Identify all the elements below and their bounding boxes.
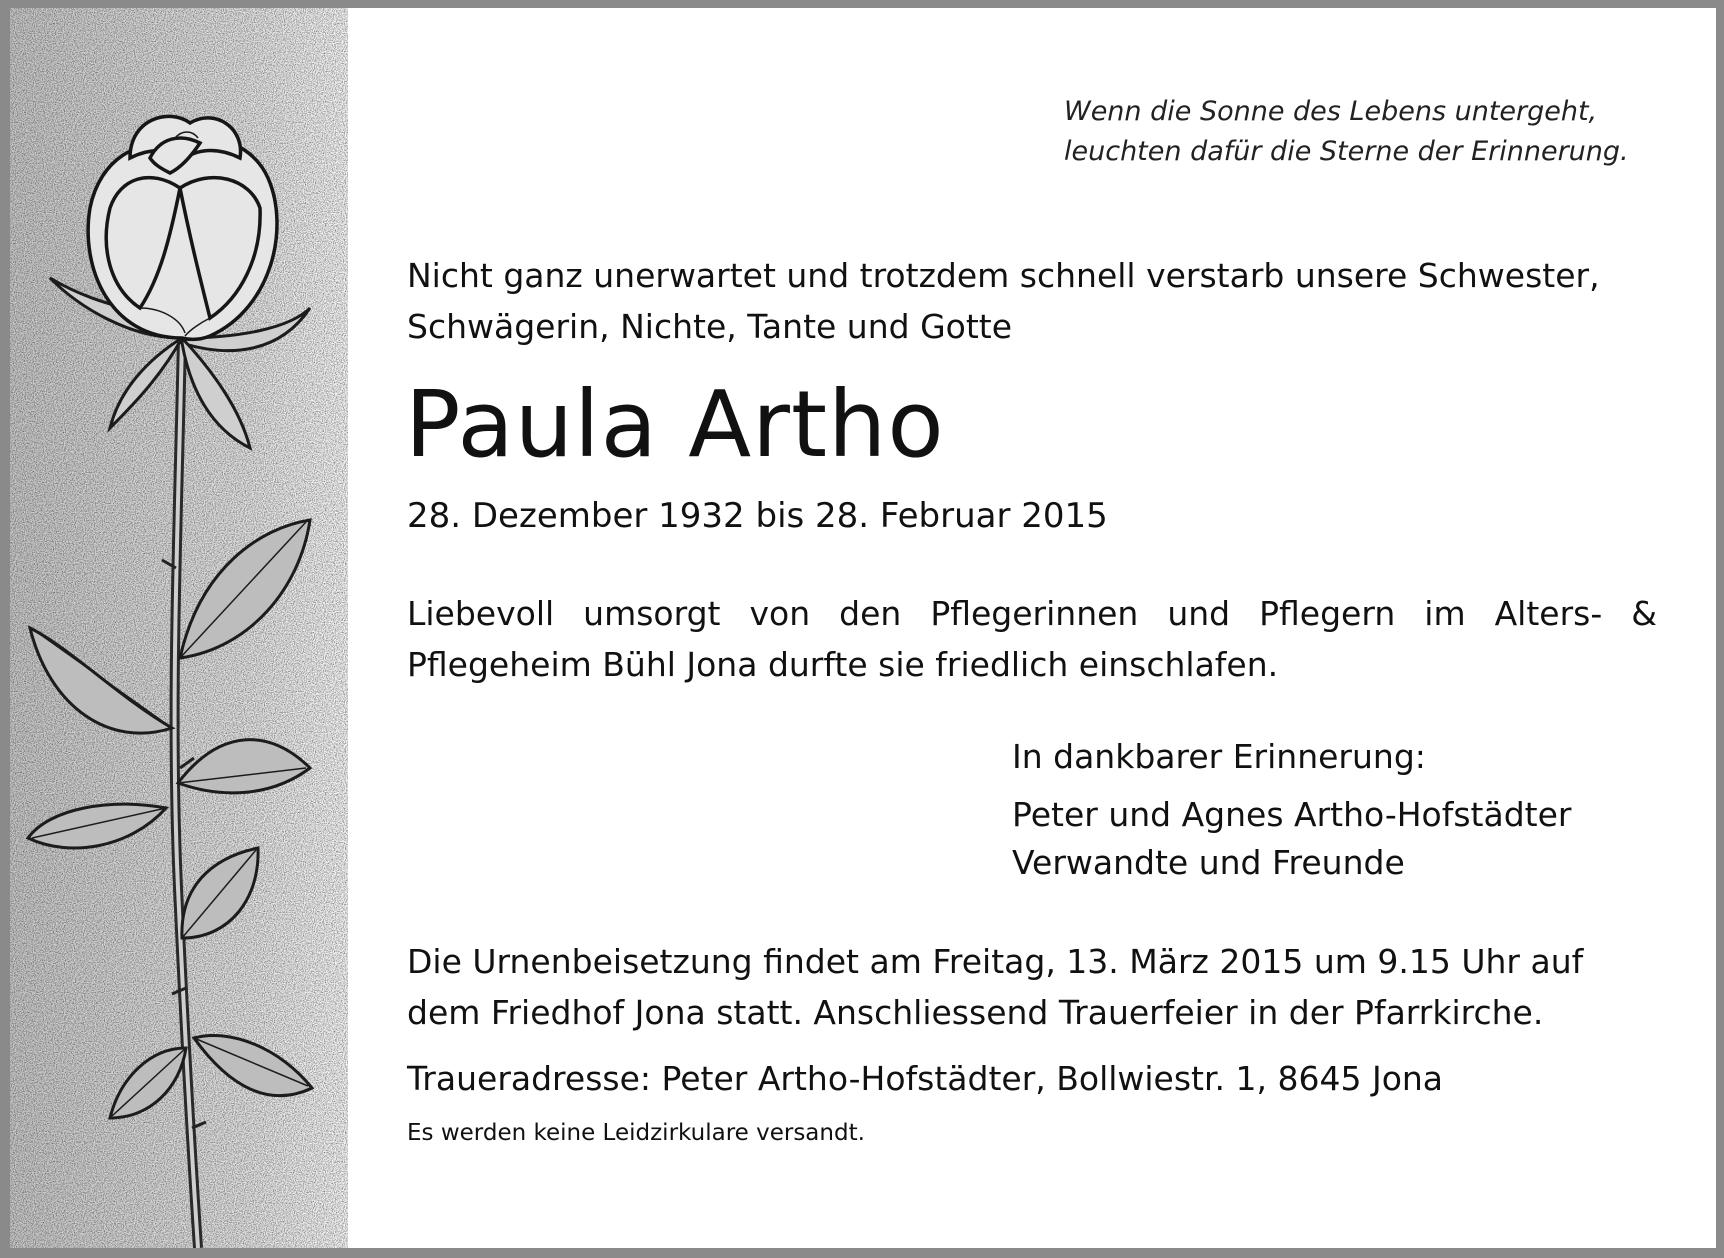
mourners-block [1012, 733, 1571, 887]
ceremony-line-2: dem Friedhof Jona statt. Anschliessend Trauerfeier in der Pfarrkirche. [407, 993, 1544, 1032]
intro-line-2: Schwägerin, Nichte, Tante und Gotte [407, 307, 1013, 346]
care-word: und [1167, 594, 1231, 633]
motto-line-1: Wenn die Sonne des Lebens untergeht, [1064, 96, 1598, 127]
care-word: Liebevoll [407, 594, 555, 633]
intro-paragraph [407, 250, 1657, 352]
no-circulars-note: Es werden keine Leidzirkulare versandt. [407, 1120, 865, 1146]
rose-illustration [10, 8, 348, 1248]
care-word: im [1424, 594, 1466, 633]
care-word: von [749, 594, 811, 633]
deceased-name: Paula Artho [405, 371, 945, 478]
ceremony-paragraph [407, 936, 1657, 1038]
care-word: Pflegerinnen [930, 594, 1139, 633]
care-line-2: Pflegeheim Bühl Jona durfte sie friedlich einschlafen. [407, 645, 1279, 684]
care-line-1 [407, 588, 1657, 639]
intro-line-1: Nicht ganz unerwartet und trotzdem schnell verstarb unsere Schwester, [407, 256, 1600, 295]
care-word: den [839, 594, 902, 633]
care-word: & [1631, 594, 1657, 633]
life-dates: 28. Dezember 1932 bis 28. Februar 2015 [407, 496, 1108, 536]
care-word: Pflegern [1259, 594, 1396, 633]
care-word: umsorgt [583, 594, 721, 633]
motto-line-2: leuchten dafür die Sterne der Erinnerung. [1064, 136, 1629, 167]
mourner-line-2: Verwandte und Freunde [1012, 843, 1405, 882]
care-word: Alters- [1494, 594, 1603, 633]
mourning-address: Traueradresse: Peter Artho-Hofstädter, Bollwiestr. 1, 8645 Jona [407, 1059, 1444, 1098]
rose-drawing-icon [10, 8, 348, 1248]
care-paragraph [407, 588, 1657, 690]
mourner-line-1: Peter und Agnes Artho-Hofstädter [1012, 795, 1572, 834]
motto-quote [1064, 92, 1704, 172]
ceremony-line-1: Die Urnenbeisetzung findet am Freitag, 13. März 2015 um 9.15 Uhr auf [407, 942, 1584, 981]
mourners-heading: In dankbarer Erinnerung: [1012, 737, 1426, 776]
